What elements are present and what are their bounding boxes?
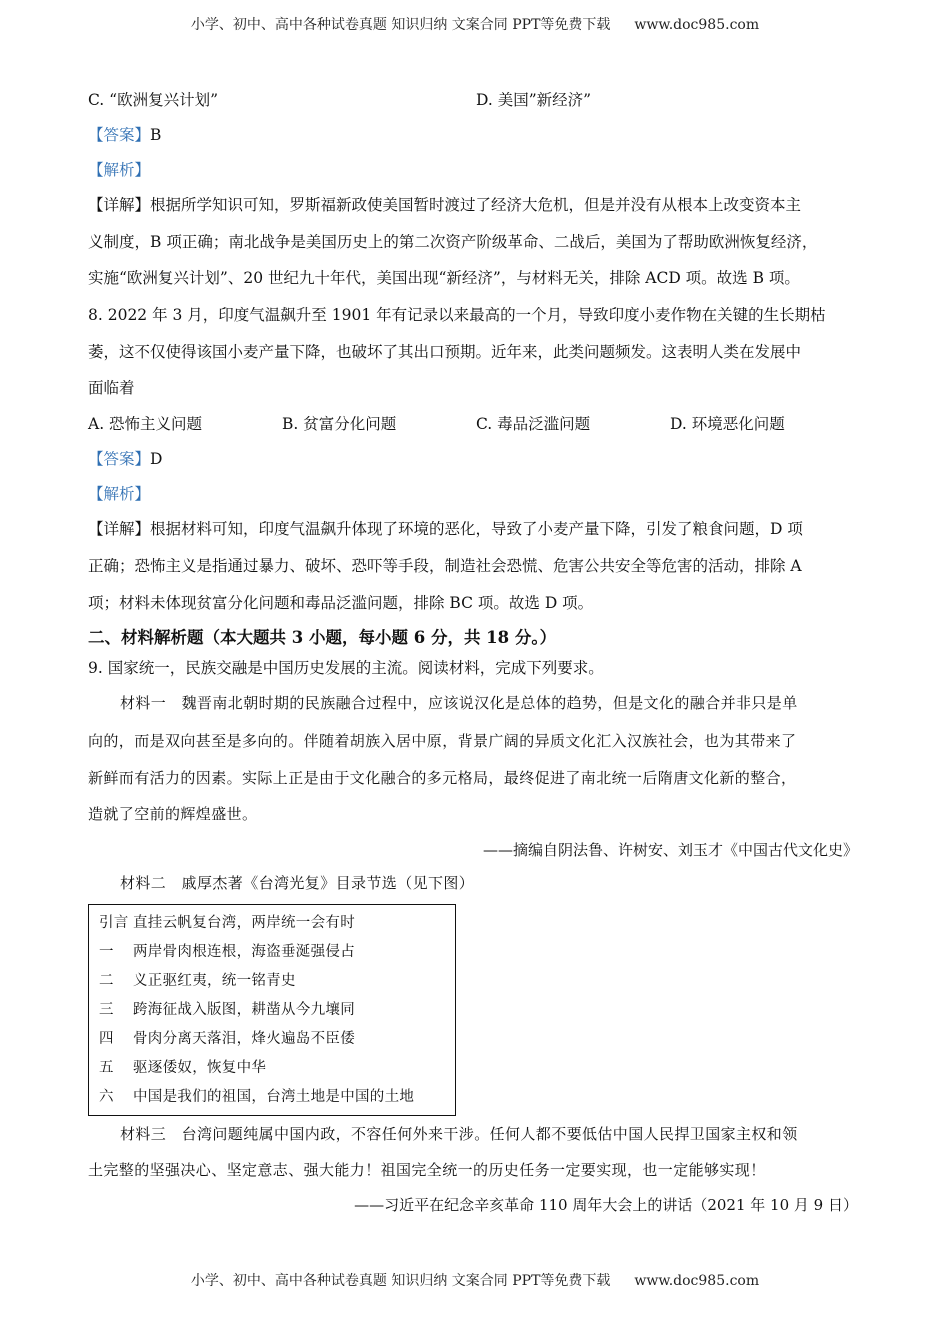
header-url[interactable]: www.doc985.com xyxy=(634,17,760,33)
q8-detail-line-1 xyxy=(88,519,803,539)
material1-line-4: 造就了空前的辉煌盛世。 xyxy=(88,805,258,823)
q8-option-a: A. 恐怖主义问题 xyxy=(88,415,203,433)
answer-value: D xyxy=(150,450,163,468)
q7-detail-line-3: 实施“欧洲复兴计划”、20 世纪九十年代，美国出现“新经济”，与材料无关，排除 ACD 项。故选 B 项。 xyxy=(88,269,800,287)
page-header xyxy=(0,14,950,34)
section-title: 二、材料解析题（本大题共 3 小题，每小题 6 分，共 18 分。） xyxy=(88,628,557,647)
toc-row xyxy=(99,1058,266,1078)
toc-num: 五 xyxy=(99,1060,114,1076)
toc-row xyxy=(99,1087,414,1107)
material3-line-2: 土完整的坚强决心、坚定意志、强大能力！祖国完全统一的历史任务一定要实现，也一定能够实现！ xyxy=(88,1161,766,1179)
q7-answer xyxy=(88,125,161,145)
detail-tag: 【详解】 xyxy=(88,520,151,538)
toc-row xyxy=(99,913,355,933)
detail-tag: 【详解】 xyxy=(88,196,151,214)
footer-text: 小学、初中、高中各种试卷真题 知识归纳 文案合同 PPT等免费下载 xyxy=(190,1273,611,1289)
toc-box xyxy=(88,904,456,1116)
q8-option-c: C. 毒品泛滥问题 xyxy=(476,415,591,433)
q8-detail-line-2: 正确；恐怖主义是指通过暴力、破坏、恐吓等手段，制造社会恐慌、危害公共安全等危害的活动，排除 A xyxy=(88,557,802,575)
toc-text: 两岸骨肉根连根，海盗垂涎强侵占 xyxy=(133,944,355,960)
page-footer xyxy=(0,1270,950,1290)
toc-text: 义正驱红夷，统一铭青史 xyxy=(133,973,296,989)
toc-num: 六 xyxy=(99,1089,114,1105)
q8-stem-line-1: 8. 2022 年 3 月，印度气温飙升至 1901 年有记录以来最高的一个月，导致印度小麦作物在关键的生长期枯 xyxy=(88,306,826,324)
material3-line-1: 材料三 台湾问题纯属中国内政，不容任何外来干涉。任何人都不要低估中国人民捍卫国家主权和领 xyxy=(120,1125,798,1143)
q8-analysis-tag: 【解析】 xyxy=(88,485,151,503)
material1-line-3: 新鲜而有活力的因素。实际上正是由于文化融合的多元格局，最终促进了南北统一后隋唐文化新的整合， xyxy=(88,769,797,787)
q7-option-c: C. “欧洲复兴计划” xyxy=(88,91,219,109)
toc-row xyxy=(99,1000,355,1020)
answer-tag: 【答案】 xyxy=(88,126,151,144)
q9-stem: 9. 国家统一，民族交融是中国历史发展的主流。阅读材料，完成下列要求。 xyxy=(88,659,604,677)
q8-stem-line-2: 萎，这不仅使得该国小麦产量下降，也破坏了其出口预期。近年来，此类问题频发。这表明人类在发展中 xyxy=(88,343,802,361)
q8-detail-line-3: 项；材料未体现贫富分化问题和毒品泛滥问题，排除 BC 项。故选 D 项。 xyxy=(88,594,594,612)
q8-option-d: D. 环境恶化问题 xyxy=(670,415,785,433)
q7-detail-line-2: 义制度，B 项正确；南北战争是美国历史上的第二次资产阶级革命、二战后，美国为了帮助欧洲恢复经济， xyxy=(88,233,818,251)
q7-detail-line-1 xyxy=(88,195,801,215)
q7-analysis-tag: 【解析】 xyxy=(88,161,151,179)
detail-text: 根据材料可知，印度气温飙升体现了环境的恶化，导致了小麦产量下降，引发了粮食问题，D 项 xyxy=(150,520,803,538)
toc-text: 驱逐倭奴，恢复中华 xyxy=(133,1060,267,1076)
material1-line-2: 向的，而是双向甚至是多向的。伴随着胡族入居中原，背景广阔的异质文化汇入汉族社会，也为其带来了 xyxy=(88,732,797,750)
material1-source: ——摘编自阴法鲁、许树安、刘玉才《中国古代文化史》 xyxy=(482,841,858,859)
toc-row xyxy=(99,942,355,962)
toc-text: 骨肉分离天落泪，烽火遍岛不臣倭 xyxy=(133,1031,355,1047)
toc-num: 三 xyxy=(99,1002,114,1018)
answer-tag: 【答案】 xyxy=(88,450,151,468)
material3-source: ——习近平在纪念辛亥革命 110 周年大会上的讲话（2021 年 10 月 9 日） xyxy=(354,1196,858,1214)
answer-value: B xyxy=(150,126,162,144)
q8-stem-line-3: 面临着 xyxy=(88,379,135,397)
toc-text: 直挂云帆复台湾，两岸统一会有时 xyxy=(133,915,355,931)
q7-option-d: D. 美国”新经济” xyxy=(476,91,592,109)
footer-url[interactable]: www.doc985.com xyxy=(634,1273,760,1289)
toc-text: 中国是我们的祖国，台湾土地是中国的土地 xyxy=(133,1089,415,1105)
toc-text: 跨海征战入版图，耕凿从今九壤同 xyxy=(133,1002,355,1018)
toc-row xyxy=(99,1029,355,1049)
detail-text: 根据所学知识可知，罗斯福新政使美国暂时渡过了经济大危机，但是并没有从根本上改变资本主 xyxy=(150,196,802,214)
q8-option-b: B. 贫富分化问题 xyxy=(282,415,397,433)
material2-intro: 材料二 戚厚杰著《台湾光复》目录节选（见下图） xyxy=(120,874,475,892)
q8-answer xyxy=(88,449,162,469)
toc-num: 四 xyxy=(99,1031,114,1047)
material1-line-1: 材料一 魏晋南北朝时期的民族融合过程中，应该说汉化是总体的趋势，但是文化的融合并非只是单 xyxy=(120,694,798,712)
header-text: 小学、初中、高中各种试卷真题 知识归纳 文案合同 PPT等免费下载 xyxy=(190,17,611,33)
toc-num: 引言 xyxy=(99,915,129,931)
toc-num: 一 xyxy=(99,944,114,960)
toc-num: 二 xyxy=(99,973,114,989)
toc-row xyxy=(99,971,296,991)
